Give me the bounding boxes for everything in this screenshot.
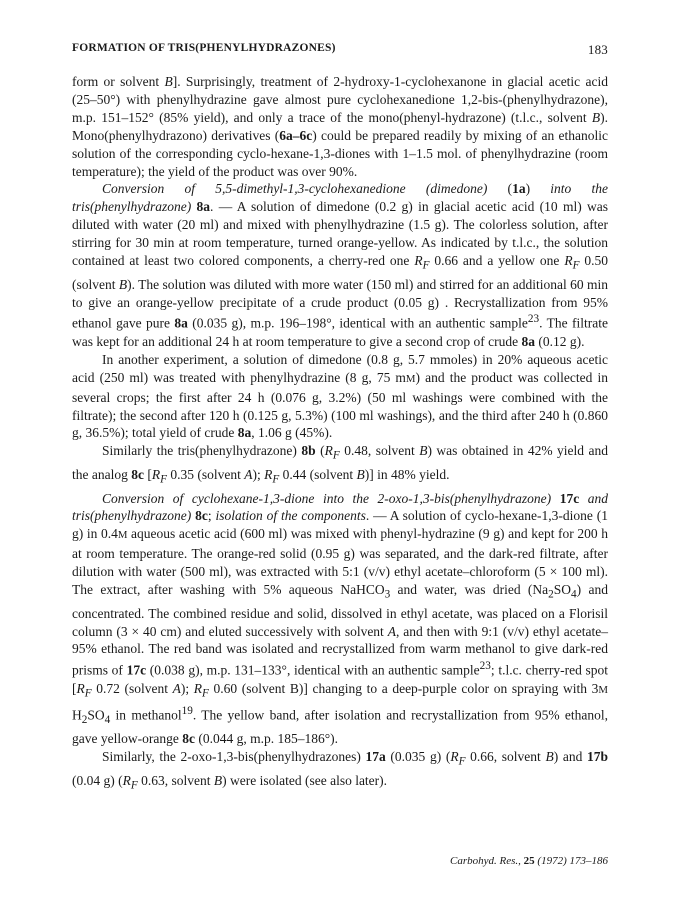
paragraph: Similarly the tris(phenylhydrazone) 8b ($R_F$ 0.48, solvent B) was obtained in 42% yield and the analog 8c [$R_F$ 0.35 (solvent A); $R_F$ 0.44 (solvent B)] in 48% yield. — [72, 443, 609, 486]
journal-year-pages: (1972) 173–186 — [537, 855, 608, 867]
journal-name: Carbohyd. Res., — [450, 855, 521, 867]
paragraph: Conversion of cyclohexane-1,3-dione into the 2-oxo-1,3-bis(phenylhydrazone) 17c and tris(phenylhydrazone) 8c; isolation of the components. — A solution of cyclo-hexane-1,3-dione (1 g) in 0.4M aqueous acetic acid (600 ml) was mixed with phenyl-hydrazine (9 g) and kept for 200 h at room temperature. The orange-red solid (0.95 g) was separated, and the dark-red filtrate, after dilution with water (500 ml), was extracted with 5:1 (v/v) ethyl acetate–chloroform (5 × 100 ml). The extract, after washing with 5% aqueous NaHCO$_3$ and water, was dried $(Na_2SO_4)$ and concentrated. The combined residue and solid, dissolved in ethyl acetate, was placed on a Florisil column (3 × 40 cm) and eluted successively with solvent A, and then with 9:1 (v/v) ethyl acetate–95% ethanol. The red band was isolated and recrystallized from warm methanol to give dark-red prisms of 17c (0.038 g), m.p. 131–133°, identical with an authentic sample$^{23}$; t.l.c. cherry-red spot [$R_F$ 0.72 (solvent A); $R_F$ 0.60 (solvent B)] changing to a deep-purple color on spraying with 3M $H_2SO_4$ in methanol$^{19}$. The yellow band, after isolation and recrystallization from 95% ethanol, gave yellow-orange 8c (0.044 g, m.p. 185–186°). — [72, 490, 609, 747]
running-header — [72, 42, 608, 58]
running-title: FORMATION OF TRIS(PHENYLHYDRAZONES) — [72, 42, 336, 54]
paragraph: Conversion of 5,5-dimethyl-1,3-cyclohexanedione (dimedone) (1a) into the tris(phenylhydrazone) 8a. — A solution of dimedone (0.2 g) in glacial acetic acid (10 ml) was diluted with water (20 ml) and mixed with phenylhydrazine (1.5 g). The colorless solution, after stirring for 30 min at room temperature, turned orange-yellow. As indicated by t.l.c., the solution contained at least two colored components, a cherry-red one $R_F$ 0.66 and a yellow one $R_F$ 0.50 (solvent B). The solution was diluted with more water (150 ml) and stirred for an additional 60 min to give an orange-yellow precipitate of a crude product (0.05 g) . Recrystallization from 95% ethanol gave pure 8a (0.035 g), m.p. 196–198°, identical with an authentic sample$^{23}$. The filtrate was kept for an additional 24 h at room temperature to give a second crop of crude 8a (0.12 g). — [72, 181, 609, 349]
journal-volume: 25 — [523, 855, 535, 867]
body-text — [72, 73, 608, 796]
journal-citation — [450, 855, 608, 867]
paragraph: In another experiment, a solution of dimedone (0.8 g, 5.7 mmoles) in 20% aqueous acetic acid (250 ml) was treated with phenylhydrazine (8 g, 75 mM) and the product was collected in several crops; the first after 24 h (0.076 g, 3.2%) (50 ml washings were combined with the filtrate); the second after 120 h (0.125 g, 5.3%) (100 ml washings), and the third after 240 h (0.860 g, 36.5%); total yield of crude 8a, 1.06 g (45%). — [72, 351, 608, 441]
paragraph: Similarly, the 2-oxo-1,3-bis(phenylhydrazones) 17a (0.035 g) ($R_F$ 0.66, solvent B) and 17b (0.04 g) ($R_F$ 0.63, solvent B) were isolated (see also later). — [72, 749, 608, 792]
paragraph: form or solvent B]. Surprisingly, treatment of 2-hydroxy-1-cyclohexanone in glacial acetic acid (25–50°) with phenylhydrazine gave almost pure cyclohexanedione 1,2-bis-(phenylhydrazone), m.p. 151–152° (85% yield), and only a trace of the mono(phenyl-hydrazone) (t.l.c., solvent B). Mono(phenylhydrazono) derivatives (6a–6c) could be prepared readily by mixing of an ethanolic solution of the corresponding cyclo-hexane-1,3-diones with 1–1.5 mol. of phenylhydrazine (room temperature); the yield of the product was over 90%. — [72, 74, 608, 179]
page-number: 183 — [587, 42, 608, 57]
